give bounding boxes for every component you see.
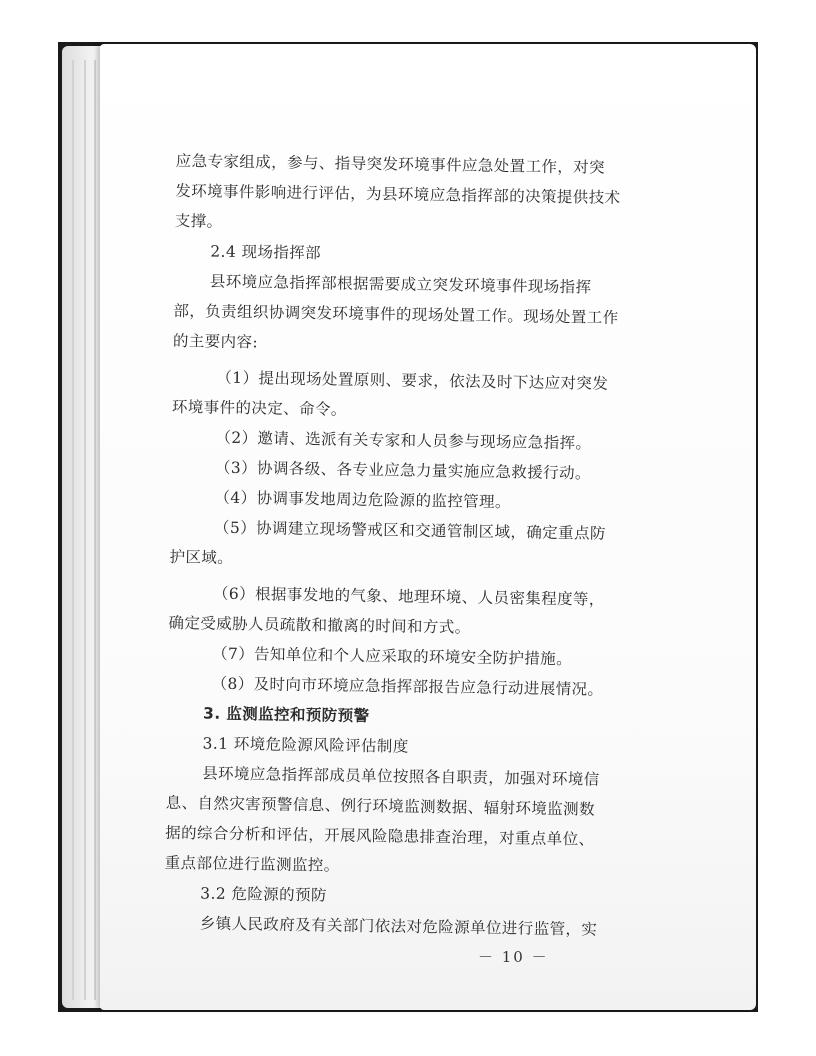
- text-line: 环境事件的决定、命令。: [171, 397, 347, 419]
- page-edge: [84, 60, 86, 1000]
- text-line: 发环境事件影响进行评估，为县环境应急指挥部的决策提供技术: [175, 181, 621, 207]
- section-heading-3-1: 3.1 环境危险源风险评估制度: [202, 734, 409, 756]
- text-line: 重点部位进行监测监控。: [164, 853, 340, 875]
- text-line: 支撑。: [174, 211, 223, 231]
- text-line: 部，负责组织协调突发环境事件的现场处置工作。现场处置工作: [173, 301, 619, 327]
- page-number: － 10 －: [478, 948, 549, 966]
- page-edge: [72, 60, 74, 1000]
- list-item: （7）告知单位和个人应采取的环境安全防护措施。: [211, 644, 573, 669]
- text-line: 县环境应急指挥部根据需要成立突发环境事件现场指挥: [209, 272, 592, 297]
- list-item: （8）及时向市环境应急指挥部报告应急行动进展情况。: [211, 674, 604, 699]
- section-heading-2-4: 2.4 现场指挥部: [210, 242, 322, 263]
- text-line: 息、自然灾害预警信息、例行环境监测数据、辐射环境监测数: [165, 793, 596, 819]
- page-edge: [94, 60, 96, 1000]
- text-line: 护区域。: [169, 547, 234, 567]
- list-item: （6）根据事发地的气象、地理环境、人员密集程度等，: [212, 584, 605, 609]
- text-line: 据的综合分析和评估，开展风险隐患排查治理，对重点单位、: [165, 823, 595, 849]
- list-item: （1）提出现场处置原则、要求，依法及时下达应对突发: [216, 368, 609, 393]
- list-item: （5）协调建立现场警戒区和交通管制区域，确定重点防: [213, 518, 606, 543]
- list-item: （4）协调事发地周边危险源的监控管理。: [214, 488, 512, 512]
- body-text: [164, 146, 748, 947]
- list-item: （3）协调各级、各专业应急力量实施应急救援行动。: [214, 458, 592, 483]
- text-line: 的主要内容:: [172, 331, 259, 352]
- text-line: 县环境应急指挥部成员单位按照各自职责，加强对环境信: [202, 764, 600, 789]
- list-item: （2）邀请、选派有关专家和人员参与现场应急指挥。: [215, 428, 592, 453]
- text-line: 确定受威胁人员疏散和撤离的时间和方式。: [168, 613, 471, 637]
- text-line: 乡镇人民政府及有关部门依法对危险源单位进行监管，实: [199, 914, 598, 939]
- text-line: 应急专家组成，参与、指导突发环境事件应急处置工作，对突: [175, 151, 606, 177]
- section-heading-3: 3. 监测监控和预防预警: [202, 704, 370, 726]
- section-heading-3-2: 3.2 危险源的预防: [200, 884, 327, 905]
